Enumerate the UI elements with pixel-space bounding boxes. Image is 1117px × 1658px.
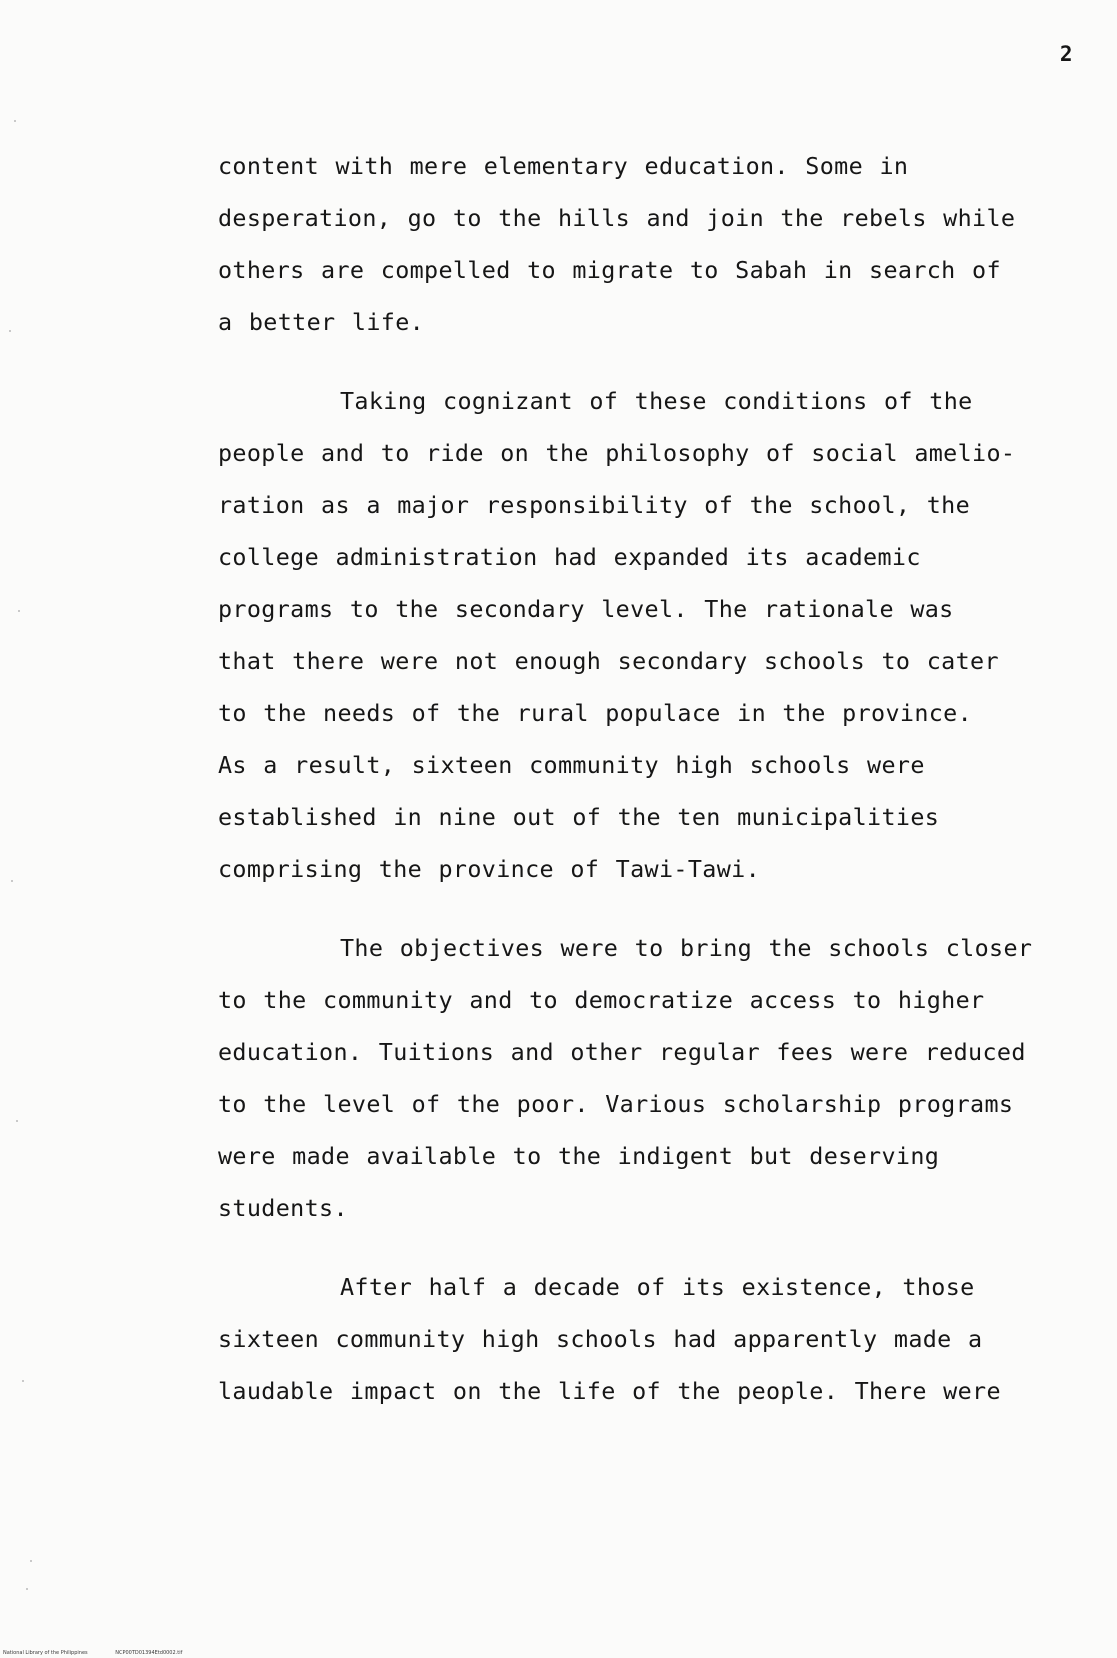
text-line: Taking cognizant of these conditions of the <box>340 387 973 415</box>
text-line: The objectives were to bring the schools closer <box>340 934 1033 962</box>
text-line: After half a decade of its existence, those <box>340 1273 975 1301</box>
text-line: established in nine out of the ten municipalities <box>218 803 940 831</box>
paragraph-3 <box>218 922 1098 1234</box>
text-line: to the level of the poor. Various scholarship programs <box>218 1090 1014 1118</box>
text-line: As a result, sixteen community high schools were <box>218 751 925 779</box>
scan-speck <box>9 330 11 332</box>
page-number: 2 <box>1059 42 1073 66</box>
text-line: to the needs of the rural populace in the province. <box>218 699 973 727</box>
text-line: laudable impact on the life of the people. There were <box>218 1377 1001 1405</box>
scan-speck <box>26 1588 28 1590</box>
text-line: people and to ride on the philosophy of social amelio- <box>218 439 1016 467</box>
scan-footer <box>3 1650 208 1656</box>
scan-speck <box>30 1560 32 1562</box>
footer-library: National Library of the Philippines <box>3 1650 88 1656</box>
text-line: comprising the province of Tawi-Tawi. <box>218 855 760 883</box>
paragraph-1 <box>218 140 1098 348</box>
body-text <box>218 140 1098 1444</box>
text-line: ration as a major responsibility of the school, the <box>218 491 971 519</box>
scan-speck <box>22 1380 24 1382</box>
scan-speck <box>16 1120 18 1122</box>
text-line: a better life. <box>218 308 425 336</box>
scan-speck <box>18 610 20 612</box>
scan-speck <box>11 880 13 882</box>
scan-speck <box>14 120 16 122</box>
text-line: students. <box>218 1194 348 1222</box>
footer-file-id: NCP00TD01394Etd0002.tif <box>115 1650 183 1656</box>
text-line: education. Tuitions and other regular fees were reduced <box>218 1038 1026 1066</box>
text-line: desperation, go to the hills and join the rebels while <box>218 204 1016 232</box>
text-line: content with mere elementary education. Some in <box>218 152 909 180</box>
text-line: sixteen community high schools had apparently made a <box>218 1325 983 1353</box>
text-line: programs to the secondary level. The rationale was <box>218 595 954 623</box>
text-line: others are compelled to migrate to Sabah in search of <box>218 256 1001 284</box>
text-line: to the community and to democratize access to higher <box>218 986 985 1014</box>
text-line: that there were not enough secondary schools to cater <box>218 647 999 675</box>
text-line: college administration had expanded its academic <box>218 543 921 571</box>
text-line: were made available to the indigent but deserving <box>218 1142 940 1170</box>
paragraph-2 <box>218 375 1098 895</box>
paragraph-4 <box>218 1261 1098 1417</box>
